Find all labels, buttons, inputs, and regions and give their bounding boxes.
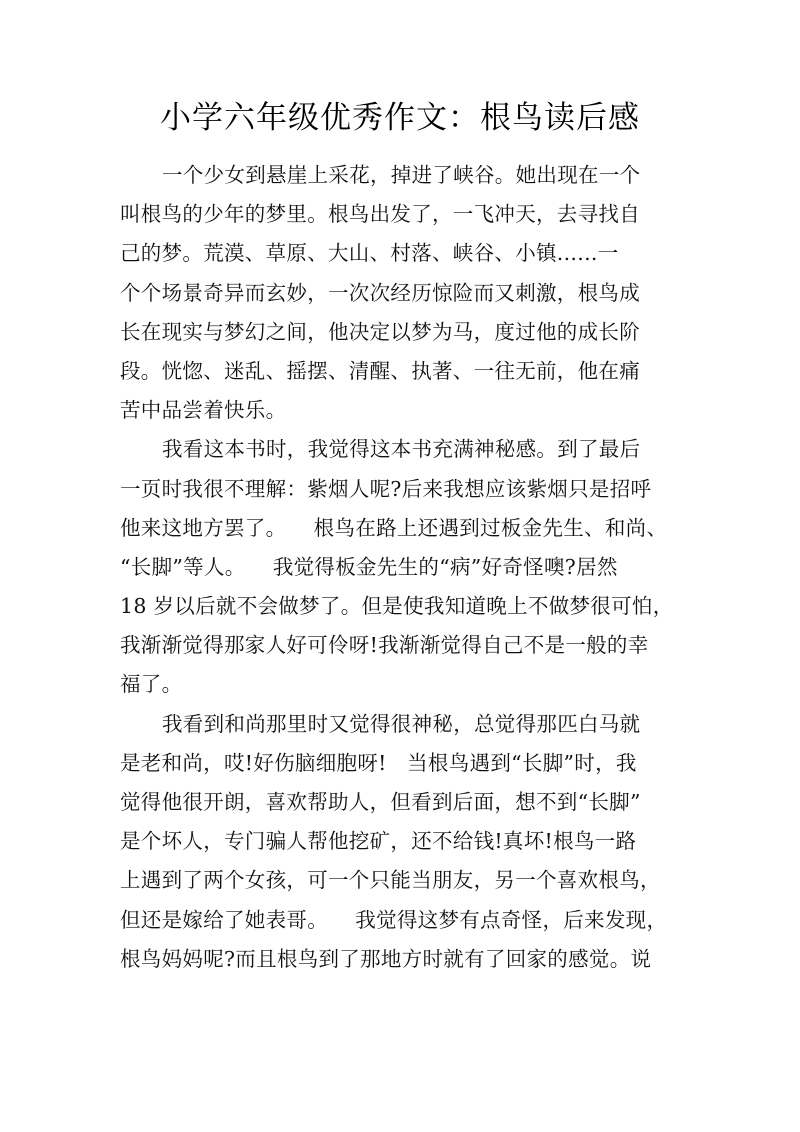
document-title: 小学六年级优秀作文：根鸟读后感 (160, 100, 640, 136)
text-line: 一页时我很不理解：紫烟人呢?后来我想应该紫烟只是招呼 (120, 476, 652, 501)
text-line: 18 岁以后就不会做梦了。但是使我知道晚上不做梦很可怕， (120, 594, 674, 619)
text-line: 一个少女到悬崖上采花，掉进了峡谷。她出现在一个 (162, 163, 641, 187)
paragraph-3 (120, 705, 680, 979)
text-line: 叫根鸟的少年的梦里。根鸟出发了，一飞冲天，去寻找自 (120, 202, 640, 227)
document-body (120, 156, 680, 979)
text-line: 长在现实与梦幻之间，他决定以梦为马，度过他的成长阶 (120, 319, 640, 344)
text-line: 上遇到了两个女孩，可一个只能当朋友，另一个喜欢根鸟， (120, 868, 661, 893)
text-line: 福了。 (120, 672, 183, 697)
text-line: 他来这地方罢了。 根鸟在路上还遇到过板金先生、和尚、 (120, 515, 668, 540)
text-line: 段。恍惚、迷乱、摇摆、清醒、执著、一往无前，他在痛 (120, 358, 640, 383)
text-line: 但还是嫁给了她表哥。 我觉得这梦有点奇怪，后来发现， (120, 907, 668, 932)
paragraph-2 (120, 430, 680, 704)
text-line: 我渐渐觉得那家人好可伶呀!我渐渐觉得自己不是一般的幸 (120, 633, 649, 658)
text-line: 觉得他很开朗，喜欢帮助人，但看到后面，想不到“长脚” (120, 790, 641, 814)
text-line: 是个坏人，专门骗人帮他挖矿，还不给钱!真坏!根鸟一路 (120, 829, 637, 854)
text-line: 根鸟妈妈呢?而且根鸟到了那地方时就有了回家的感觉。说 (120, 946, 652, 971)
text-line: 个个场景奇异而玄妙，一次次经历惊险而又刺激，根鸟成 (120, 280, 640, 305)
text-line: 我看这本书时，我觉得这本书充满神秘感。到了最后 (162, 437, 641, 462)
text-line: 己的梦。荒漠、草原、大山、村落、峡谷、小镇......一 (120, 241, 619, 266)
text-line: “长脚”等人。 我觉得板金先生的“病”好奇怪噢?居然 (120, 554, 618, 579)
text-line: 是老和尚，哎!好伤脑细胞呀! 当根鸟遇到“长脚”时，我 (120, 750, 637, 775)
paragraph-1 (120, 156, 680, 430)
text-line: 苦中品尝着快乐。 (120, 398, 287, 423)
text-line: 我看到和尚那里时又觉得很神秘，总觉得那匹白马就 (162, 711, 641, 736)
